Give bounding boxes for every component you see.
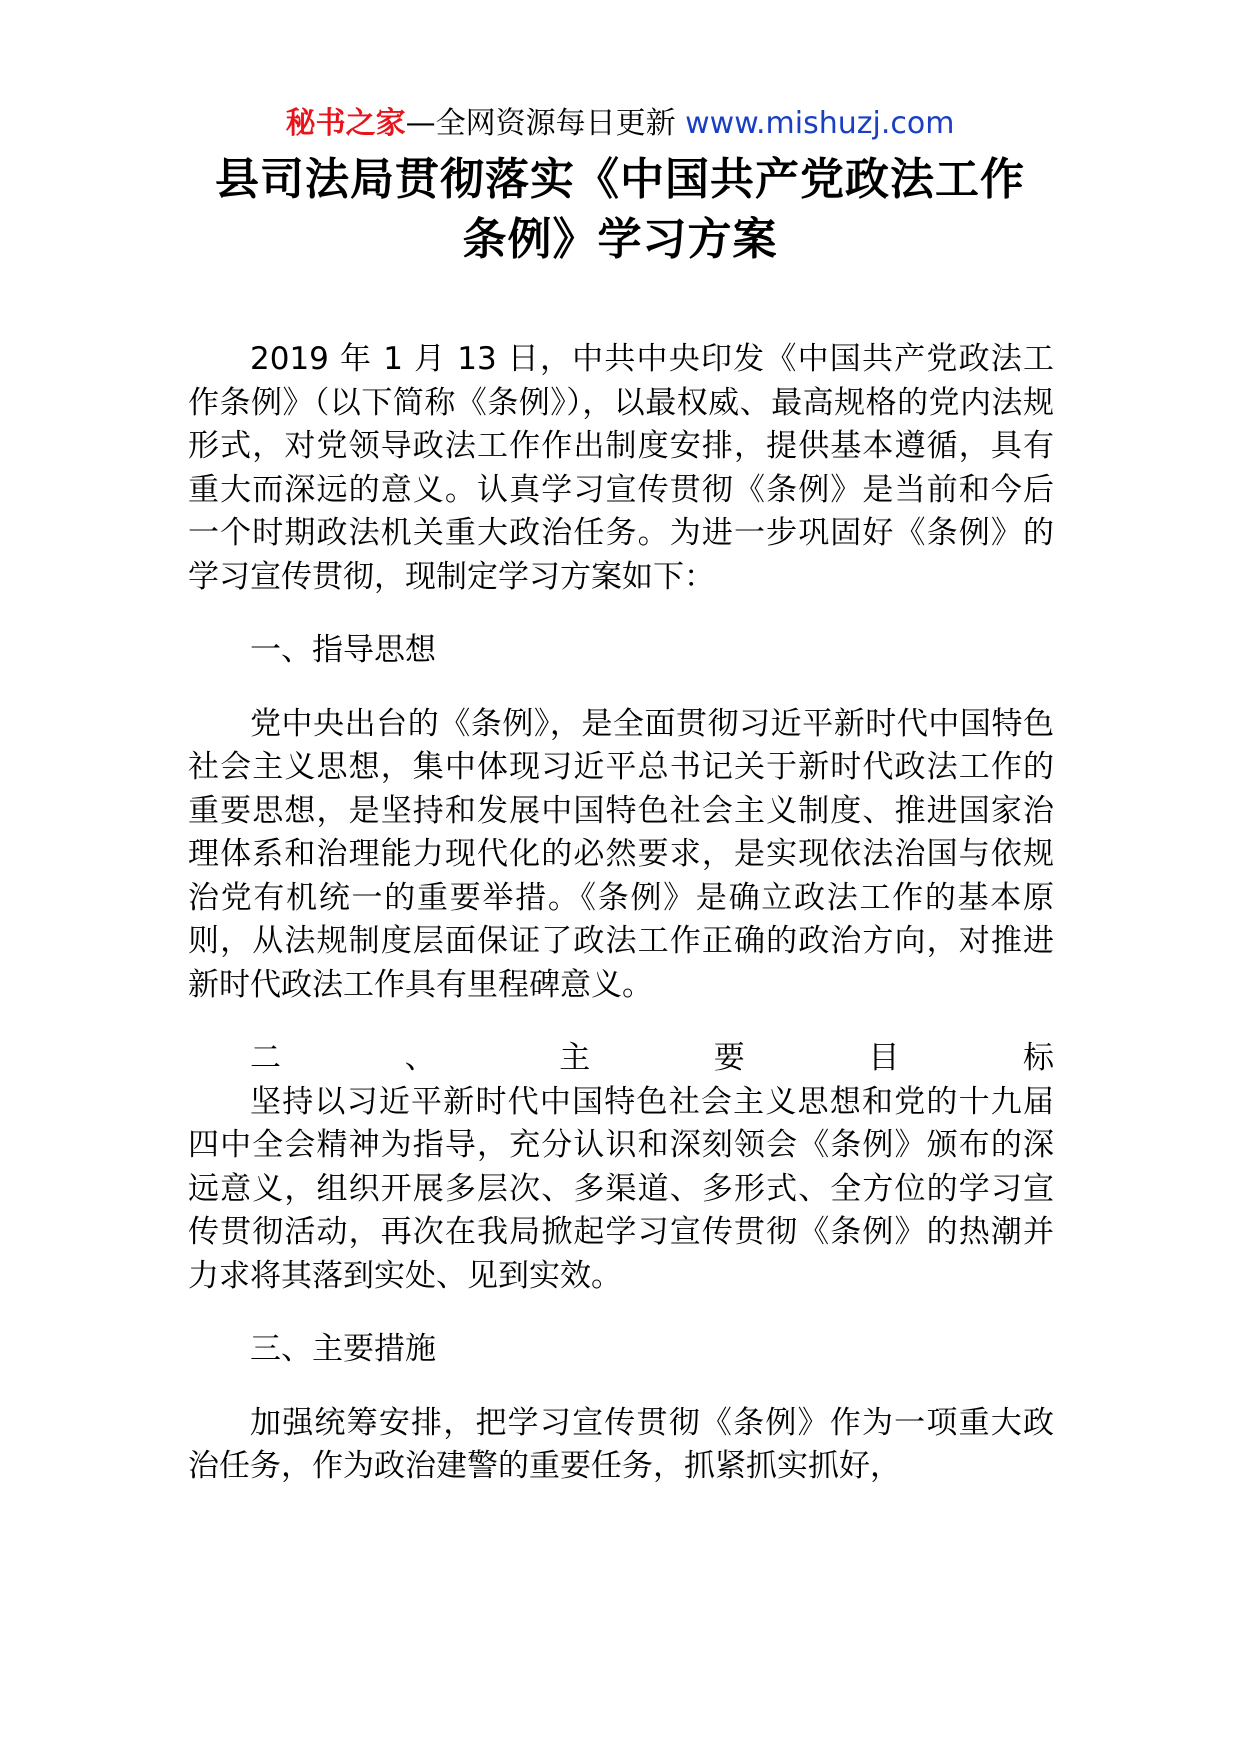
watermark-brand: 秘书之家 <box>285 106 406 141</box>
title-line-2: 条例》学习方案 <box>462 214 778 265</box>
section-heading-main-goals <box>188 1037 1054 1081</box>
document-title <box>150 150 1090 270</box>
heading-char: 、 <box>404 1040 436 1076</box>
intro-paragraph: 2019 年 1 月 13 日，中共中央印发《中国共产党政法工作条例》（以下简称《条例》），以最权威、最高规格的党内法规形式，对党领导政法工作作出制度安排，提供基本遵循，具有重大而深远的意义。认真学习宣传贯彻《条例》是当前和今后一个时期政法机关重大政治任务。为进一步巩固好《条例》的学习宣传贯彻，现制定学习方案如下： <box>188 341 1054 595</box>
main-measures-paragraph: 加强统筹安排，把学习宣传贯彻《条例》作为一项重大政治任务，作为政治建警的重要任务，抓紧抓实抓好， <box>188 1404 1054 1484</box>
heading-char: 主 <box>559 1040 591 1076</box>
section-heading-guiding-ideology: 一、指导思想 <box>250 632 436 668</box>
main-goals-paragraph: 坚持以习近平新时代中国特色社会主义思想和党的十九届四中全会精神为指导，充分认识和深刻领会《条例》颁布的深远意义，组织开展多层次、多渠道、多形式、全方位的学习宣传贯彻活动，再次在我局掀起学习宣传贯彻《条例》的热潮并力求将其落到实处、见到实效。 <box>188 1083 1054 1294</box>
heading-char: 要 <box>713 1040 745 1076</box>
heading-char: 二 <box>250 1040 281 1076</box>
heading-char: 标 <box>1022 1040 1054 1076</box>
document-body <box>188 338 1054 1489</box>
watermark-tagline: —全网资源每日更新 <box>405 106 686 141</box>
title-line-1: 县司法局贯彻落实《中国共产党政法工作 <box>215 154 1025 205</box>
section-heading-main-measures: 三、主要措施 <box>250 1331 436 1367</box>
guiding-ideology-paragraph: 党中央出台的《条例》，是全面贯彻习近平新时代中国特色社会主义思想，集中体现习近平总书记关于新时代政法工作的重要思想，是坚持和发展中国特色社会主义制度、推进国家治理体系和治理能力现代化的必然要求，是实现依法治国与依规治党有机统一的重要举措。《条例》是确立政法工作的基本原则，从法规制度层面保证了政法工作正确的政治方向，对推进新时代政法工作具有里程碑意义。 <box>188 705 1054 1003</box>
watermark-header <box>0 102 1240 146</box>
heading-char: 目 <box>868 1040 900 1076</box>
watermark-url[interactable]: www.mishuzj.com <box>685 106 955 141</box>
